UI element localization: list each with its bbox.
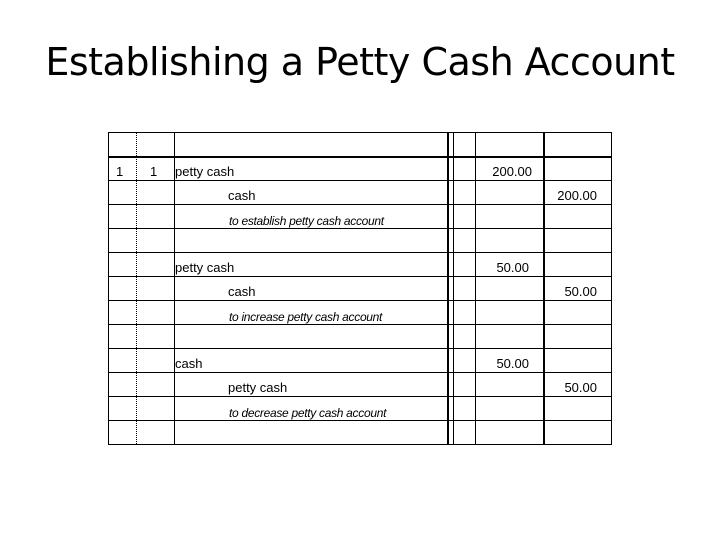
ledger-rule [108, 252, 612, 253]
credit-amount: 50.00 [564, 284, 597, 299]
debit-amount: 200.00 [492, 164, 532, 179]
ledger-rule [108, 300, 612, 301]
ledger-rule [108, 444, 612, 445]
credit-amount: 200.00 [557, 188, 597, 203]
entry-memo: to decrease petty cash account [229, 406, 387, 420]
ledger-rule [108, 204, 612, 205]
entry-ref-b: 1 [150, 164, 158, 179]
slide-title: Establishing a Petty Cash Account [45, 40, 675, 84]
debit-account: petty cash [175, 260, 235, 275]
debit-account: petty cash [175, 164, 235, 179]
ledger-column-rule [453, 132, 454, 444]
credit-account: petty cash [228, 380, 288, 395]
journal-ledger [108, 132, 612, 444]
credit-account: cash [228, 188, 256, 203]
debit-amount: 50.00 [496, 356, 529, 371]
ledger-rule [108, 396, 612, 397]
entry-memo: to increase petty cash account [229, 310, 383, 324]
ledger-rule [108, 156, 612, 158]
credit-account: cash [228, 284, 256, 299]
ledger-column-rule [611, 132, 612, 444]
ledger-column-rule [136, 132, 137, 444]
ledger-column-rule [447, 132, 449, 444]
entry-memo: to establish petty cash account [229, 214, 384, 228]
ledger-rule [108, 132, 612, 133]
ledger-column-rule [108, 132, 109, 444]
entry-ref-a: 1 [116, 164, 124, 179]
debit-account: cash [175, 356, 203, 371]
credit-amount: 50.00 [564, 380, 597, 395]
debit-amount: 50.00 [496, 260, 529, 275]
ledger-rule [108, 348, 612, 349]
